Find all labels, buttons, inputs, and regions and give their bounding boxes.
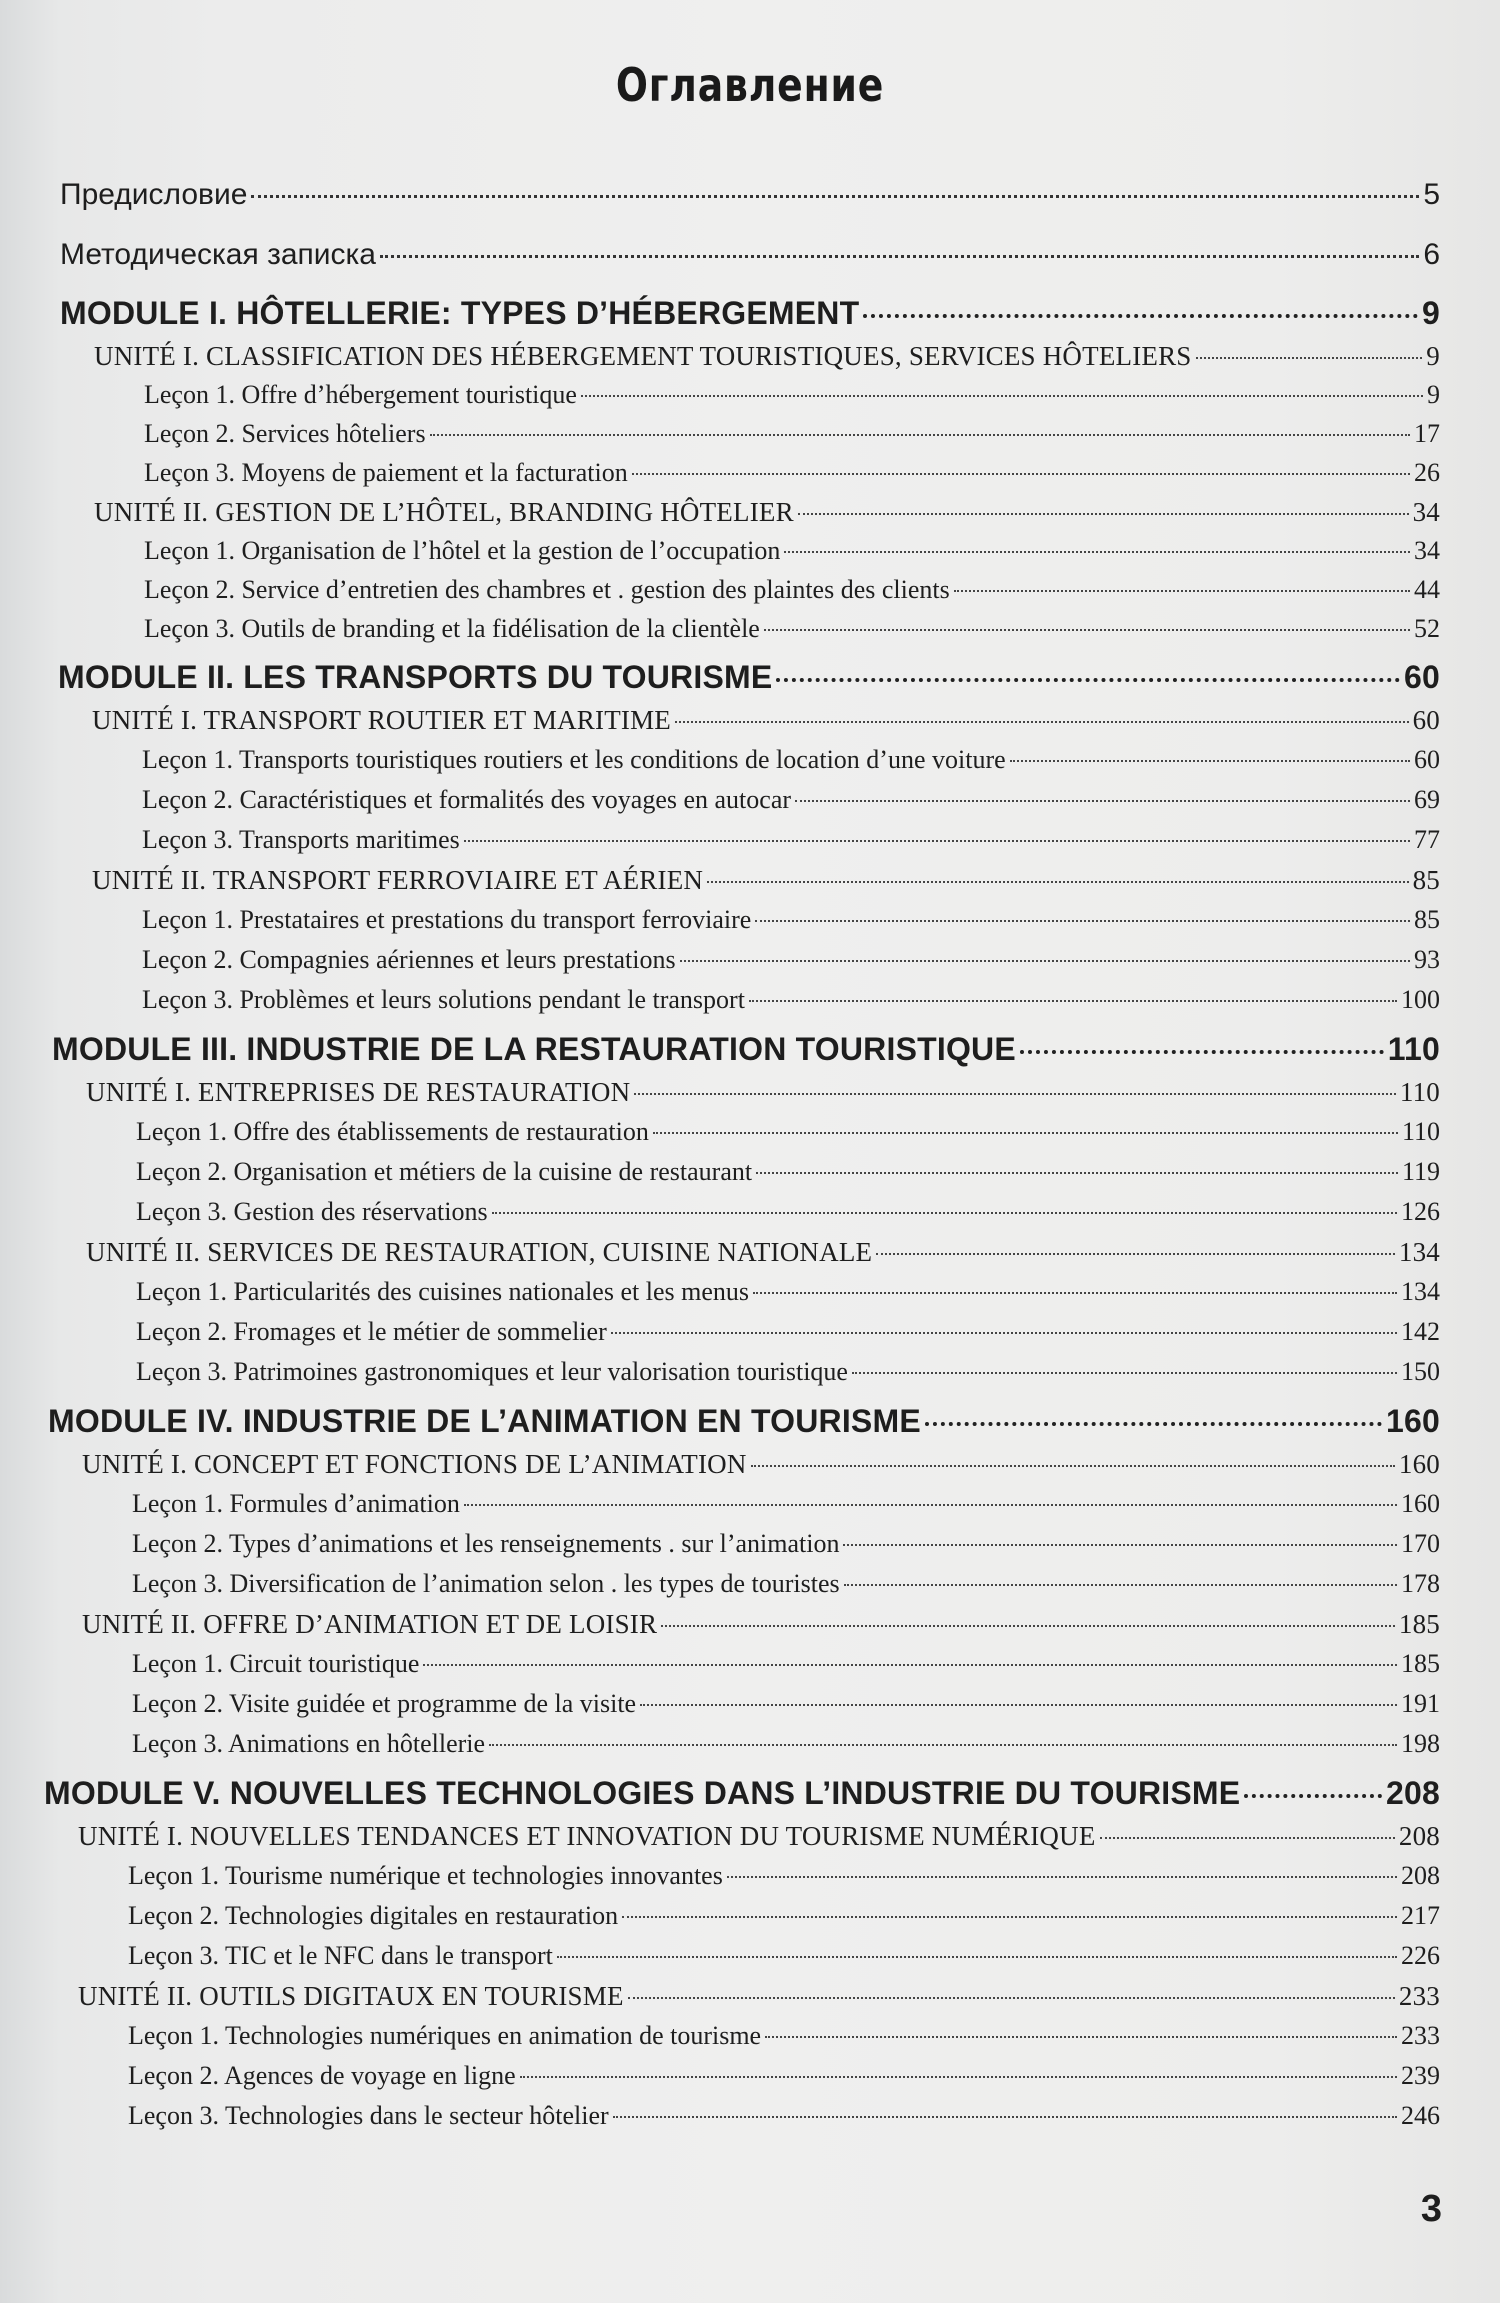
lesson-item-title: Leçon 3. Transports maritimes <box>142 825 460 854</box>
module-heading-page: 60 <box>1404 659 1440 695</box>
lesson-item[interactable] <box>132 1489 1440 1519</box>
lesson-item-title: Leçon 2. Agences de voyage en ligne <box>128 2061 516 2090</box>
lesson-item-page: 226 <box>1401 1941 1440 1970</box>
lesson-item[interactable] <box>136 1117 1440 1147</box>
lesson-item[interactable] <box>144 575 1440 605</box>
dot-leader <box>751 1465 1395 1467</box>
lesson-item[interactable] <box>142 945 1440 975</box>
lesson-item[interactable] <box>132 1649 1440 1679</box>
lesson-item-title: Leçon 1. Technologies numériques en animation de tourisme <box>128 2021 762 2050</box>
dot-leader <box>581 395 1423 397</box>
dot-leader <box>727 1876 1397 1878</box>
dot-leader <box>755 920 1410 922</box>
lesson-item[interactable] <box>144 380 1440 410</box>
lesson-item[interactable] <box>132 1569 1440 1599</box>
lesson-item-page: 26 <box>1414 458 1440 487</box>
dot-leader <box>661 1625 1395 1627</box>
unit-heading-page: 34 <box>1412 497 1440 527</box>
lesson-item[interactable] <box>128 2061 1440 2091</box>
lesson-item-page: 134 <box>1401 1277 1440 1306</box>
lesson-item[interactable] <box>142 905 1440 935</box>
module-heading-page: 208 <box>1386 1775 1440 1811</box>
dot-leader <box>756 1172 1398 1174</box>
front-matter-item-title: Предисловие <box>60 178 248 211</box>
lesson-item-page: 208 <box>1401 1861 1440 1890</box>
unit-heading-title: UNITÉ II. TRANSPORT FERROVIAIRE ET AÉRIEN <box>92 865 704 895</box>
dot-leader <box>1244 1794 1382 1798</box>
lesson-item-page: 34 <box>1414 536 1440 565</box>
lesson-item-title: Leçon 2. Visite guidée et programme de la visite <box>132 1689 637 1718</box>
unit-heading-page: 85 <box>1412 865 1440 895</box>
lesson-item-title: Leçon 1. Formules d’animation <box>132 1489 460 1518</box>
unit-heading[interactable] <box>92 705 1440 736</box>
lesson-item-title: Leçon 2. Compagnies aériennes et leurs prestations <box>142 945 676 974</box>
lesson-item-title: Leçon 1. Prestataires et prestations du transport ferroviaire <box>142 905 752 934</box>
lesson-item-title: Leçon 3. Patrimoines gastronomiques et leur valorisation touristique <box>136 1357 848 1386</box>
unit-heading[interactable] <box>86 1077 1440 1108</box>
dot-leader <box>489 1744 1397 1746</box>
lesson-item[interactable] <box>128 1901 1440 1931</box>
lesson-item-title: Leçon 1. Offre des établissements de restauration <box>136 1117 649 1146</box>
lesson-item-title: Leçon 1. Circuit touristique <box>132 1649 420 1678</box>
unit-heading-page: 60 <box>1412 705 1440 735</box>
lesson-item[interactable] <box>128 2101 1440 2131</box>
unit-heading[interactable] <box>94 497 1440 528</box>
unit-heading-page: 233 <box>1398 1981 1440 2011</box>
lesson-item-title: Leçon 1. Organisation de l’hôtel et la gestion de l’occupation <box>144 536 781 565</box>
dot-leader <box>423 1664 1397 1666</box>
lesson-item[interactable] <box>144 536 1440 566</box>
module-heading[interactable] <box>48 1403 1440 1440</box>
dot-leader <box>844 1584 1397 1586</box>
dot-leader <box>675 721 1409 723</box>
lesson-item-page: 191 <box>1401 1689 1440 1718</box>
unit-heading-title: UNITÉ I. TRANSPORT ROUTIER ET MARITIME <box>92 705 671 735</box>
dot-leader <box>876 1253 1395 1255</box>
lesson-item-page: 52 <box>1414 614 1440 643</box>
unit-heading-page: 134 <box>1398 1237 1440 1267</box>
unit-heading-title: UNITÉ I. NOUVELLES TENDANCES ET INNOVATION DU TOURISME NUMÉRIQUE <box>78 1821 1096 1851</box>
module-heading[interactable] <box>44 1775 1440 1812</box>
lesson-item[interactable] <box>136 1317 1440 1347</box>
lesson-item-page: 198 <box>1401 1729 1440 1758</box>
dot-leader <box>680 960 1410 962</box>
dot-leader <box>753 1292 1397 1294</box>
unit-heading-page: 160 <box>1398 1449 1440 1479</box>
front-matter-item-page: 5 <box>1423 178 1440 211</box>
lesson-item-page: 150 <box>1401 1357 1440 1386</box>
lesson-item-page: 77 <box>1414 825 1440 854</box>
lesson-item-title: Leçon 2. Technologies digitales en restauration <box>128 1901 619 1930</box>
lesson-item-title: Leçon 1. Offre d’hébergement touristique <box>144 380 577 409</box>
lesson-item-page: 85 <box>1414 905 1440 934</box>
module-heading[interactable] <box>52 1031 1440 1068</box>
module-heading-title: MODULE V. NOUVELLES TECHNOLOGIES DANS L’INDUSTRIE DU TOURISME <box>44 1775 1241 1811</box>
lesson-item-title: Leçon 1. Transports touristiques routiers et les conditions de location d’une voiture <box>142 745 1006 774</box>
lesson-item-title: Leçon 2. Fromages et le métier de sommelier <box>136 1317 607 1346</box>
lesson-item-page: 119 <box>1401 1157 1440 1186</box>
lesson-item-title: Leçon 3. Diversification de l’animation selon . les types de touristes <box>132 1569 840 1598</box>
lesson-item-page: 160 <box>1401 1489 1440 1518</box>
lesson-item-title: Leçon 2. Types d’animations et les renseignements . sur l’animation <box>132 1529 840 1558</box>
lesson-item[interactable] <box>128 1941 1440 1971</box>
page-title: Оглавление <box>615 58 885 112</box>
lesson-item[interactable] <box>132 1529 1440 1559</box>
lesson-item-page: 93 <box>1414 945 1440 974</box>
lesson-item-page: 233 <box>1401 2021 1440 2050</box>
unit-heading-title: UNITÉ II. OFFRE D’ANIMATION ET DE LOISIR <box>82 1609 658 1639</box>
module-heading-title: MODULE I. HÔTELLERIE: TYPES D’HÉBERGEMENT <box>60 295 860 331</box>
lesson-item[interactable] <box>144 614 1440 644</box>
dot-leader <box>843 1544 1397 1546</box>
lesson-item-page: 217 <box>1401 1901 1440 1930</box>
dot-leader <box>1196 357 1423 359</box>
unit-heading-title: UNITÉ I. CLASSIFICATION DES HÉBERGEMENT TOURISTIQUES, SERVICES HÔTELIERS <box>94 341 1192 371</box>
dot-leader <box>925 1422 1382 1426</box>
dot-leader <box>707 881 1409 883</box>
unit-heading[interactable] <box>86 1237 1440 1268</box>
module-heading[interactable] <box>60 295 1440 332</box>
lesson-item-page: 9 <box>1427 380 1440 409</box>
front-matter-item[interactable] <box>60 238 1440 272</box>
dot-leader <box>795 800 1410 802</box>
unit-heading-page: 110 <box>1399 1077 1440 1107</box>
dot-leader <box>628 1997 1395 1999</box>
dot-leader <box>613 2116 1397 2118</box>
module-heading-title: MODULE III. INDUSTRIE DE LA RESTAURATION TOURISTIQUE <box>52 1031 1016 1067</box>
lesson-item-title: Leçon 2. Services hôteliers <box>144 419 426 448</box>
dot-leader <box>1010 760 1410 762</box>
lesson-item[interactable] <box>136 1157 1440 1187</box>
unit-heading[interactable] <box>82 1449 1440 1480</box>
unit-heading[interactable] <box>94 341 1440 372</box>
lesson-item-page: 100 <box>1401 985 1440 1014</box>
lesson-item-title: Leçon 2. Organisation et métiers de la cuisine de restaurant <box>136 1157 753 1186</box>
dot-leader <box>784 551 1410 553</box>
lesson-item-title: Leçon 3. TIC et le NFC dans le transport <box>128 1941 553 1970</box>
lesson-item-title: Leçon 3. Moyens de paiement et la facturation <box>144 458 628 487</box>
lesson-item-page: 185 <box>1401 1649 1440 1678</box>
lesson-item[interactable] <box>136 1197 1440 1227</box>
dot-leader <box>380 255 1419 258</box>
lesson-item[interactable] <box>142 785 1440 815</box>
lesson-item-title: Leçon 3. Problèmes et leurs solutions pendant le transport <box>142 985 745 1014</box>
dot-leader <box>776 678 1400 682</box>
lesson-item-page: 178 <box>1401 1569 1440 1598</box>
lesson-item-page: 142 <box>1401 1317 1440 1346</box>
dot-leader <box>520 2076 1397 2078</box>
unit-heading[interactable] <box>92 865 1440 896</box>
module-heading-title: MODULE II. LES TRANSPORTS DU TOURISME <box>58 659 773 695</box>
lesson-item-title: Leçon 3. Gestion des réservations <box>136 1197 488 1226</box>
lesson-item-title: Leçon 2. Caractéristiques et formalités des voyages en autocar <box>142 785 792 814</box>
unit-heading-page: 208 <box>1398 1821 1440 1851</box>
unit-heading-title: UNITÉ II. GESTION DE L’HÔTEL, BRANDING HÔTELIER <box>94 497 794 527</box>
lesson-item-page: 60 <box>1414 745 1440 774</box>
dot-leader <box>492 1212 1397 1214</box>
dot-leader <box>1100 1837 1395 1839</box>
lesson-item-page: 110 <box>1401 1117 1440 1146</box>
lesson-item[interactable] <box>132 1729 1440 1759</box>
dot-leader <box>954 590 1410 592</box>
dot-leader <box>611 1332 1397 1334</box>
lesson-item[interactable] <box>132 1689 1440 1719</box>
dot-leader <box>622 1916 1397 1918</box>
lesson-item-page: 126 <box>1401 1197 1440 1226</box>
dot-leader <box>765 2036 1397 2038</box>
dot-leader <box>798 513 1409 515</box>
lesson-item[interactable] <box>142 745 1440 775</box>
lesson-item[interactable] <box>128 2021 1440 2051</box>
module-heading[interactable] <box>58 659 1440 696</box>
module-heading-page: 160 <box>1386 1403 1440 1439</box>
dot-leader <box>1020 1050 1384 1054</box>
dot-leader <box>863 314 1418 318</box>
lesson-item[interactable] <box>128 1861 1440 1891</box>
dot-leader <box>464 1504 1397 1506</box>
lesson-item[interactable] <box>142 985 1440 1015</box>
lesson-item-title: Leçon 1. Tourisme numérique et technologies innovantes <box>128 1861 723 1890</box>
dot-leader <box>640 1704 1397 1706</box>
unit-heading-title: UNITÉ II. SERVICES DE RESTAURATION, CUISINE NATIONALE <box>86 1237 873 1267</box>
page-number: 3 <box>1420 2188 1442 2230</box>
lesson-item-page: 44 <box>1414 575 1440 604</box>
unit-heading[interactable] <box>78 1821 1440 1852</box>
front-matter-item-title: Методическая записка <box>60 238 376 271</box>
module-heading-page: 9 <box>1422 295 1440 331</box>
dot-leader <box>653 1132 1398 1134</box>
dot-leader <box>557 1956 1397 1958</box>
lesson-item[interactable] <box>136 1357 1440 1387</box>
unit-heading[interactable] <box>82 1609 1440 1640</box>
unit-heading[interactable] <box>78 1981 1440 2012</box>
dot-leader <box>764 629 1410 631</box>
lesson-item-page: 170 <box>1401 1529 1440 1558</box>
front-matter-item-page: 6 <box>1423 238 1440 271</box>
dot-leader <box>464 840 1410 842</box>
lesson-item[interactable] <box>136 1277 1440 1307</box>
lesson-item-title: Leçon 3. Technologies dans le secteur hôtelier <box>128 2101 609 2130</box>
unit-heading-title: UNITÉ I. CONCEPT ET FONCTIONS DE L’ANIMATION <box>82 1449 747 1479</box>
dot-leader <box>430 434 1410 436</box>
lesson-item-page: 246 <box>1401 2101 1440 2130</box>
dot-leader <box>251 195 1419 198</box>
lesson-item-page: 239 <box>1401 2061 1440 2090</box>
unit-heading-page: 185 <box>1398 1609 1440 1639</box>
dot-leader <box>634 1093 1396 1095</box>
lesson-item-title: Leçon 3. Outils de branding et la fidélisation de la clientèle <box>144 614 760 643</box>
lesson-item-title: Leçon 2. Service d’entretien des chambres et . gestion des plaintes des clients <box>144 575 950 604</box>
lesson-item-title: Leçon 3. Animations en hôtellerie <box>132 1729 486 1758</box>
dot-leader <box>749 1000 1397 1002</box>
lesson-item-page: 17 <box>1414 419 1440 448</box>
unit-heading-title: UNITÉ II. OUTILS DIGITAUX EN TOURISME <box>78 1981 624 2011</box>
module-heading-title: MODULE IV. INDUSTRIE DE L’ANIMATION EN TOURISME <box>48 1403 921 1439</box>
front-matter-item[interactable] <box>60 178 1440 212</box>
lesson-item-title: Leçon 1. Particularités des cuisines nationales et les menus <box>136 1277 749 1306</box>
lesson-item-page: 69 <box>1414 785 1440 814</box>
unit-heading-title: UNITÉ I. ENTREPRISES DE RESTAURATION <box>86 1077 631 1107</box>
lesson-item[interactable] <box>142 825 1440 855</box>
dot-leader <box>632 473 1410 475</box>
lesson-item[interactable] <box>144 419 1440 449</box>
module-heading-page: 110 <box>1387 1031 1440 1067</box>
lesson-item[interactable] <box>144 458 1440 488</box>
unit-heading-page: 9 <box>1426 341 1440 371</box>
dot-leader <box>852 1372 1397 1374</box>
